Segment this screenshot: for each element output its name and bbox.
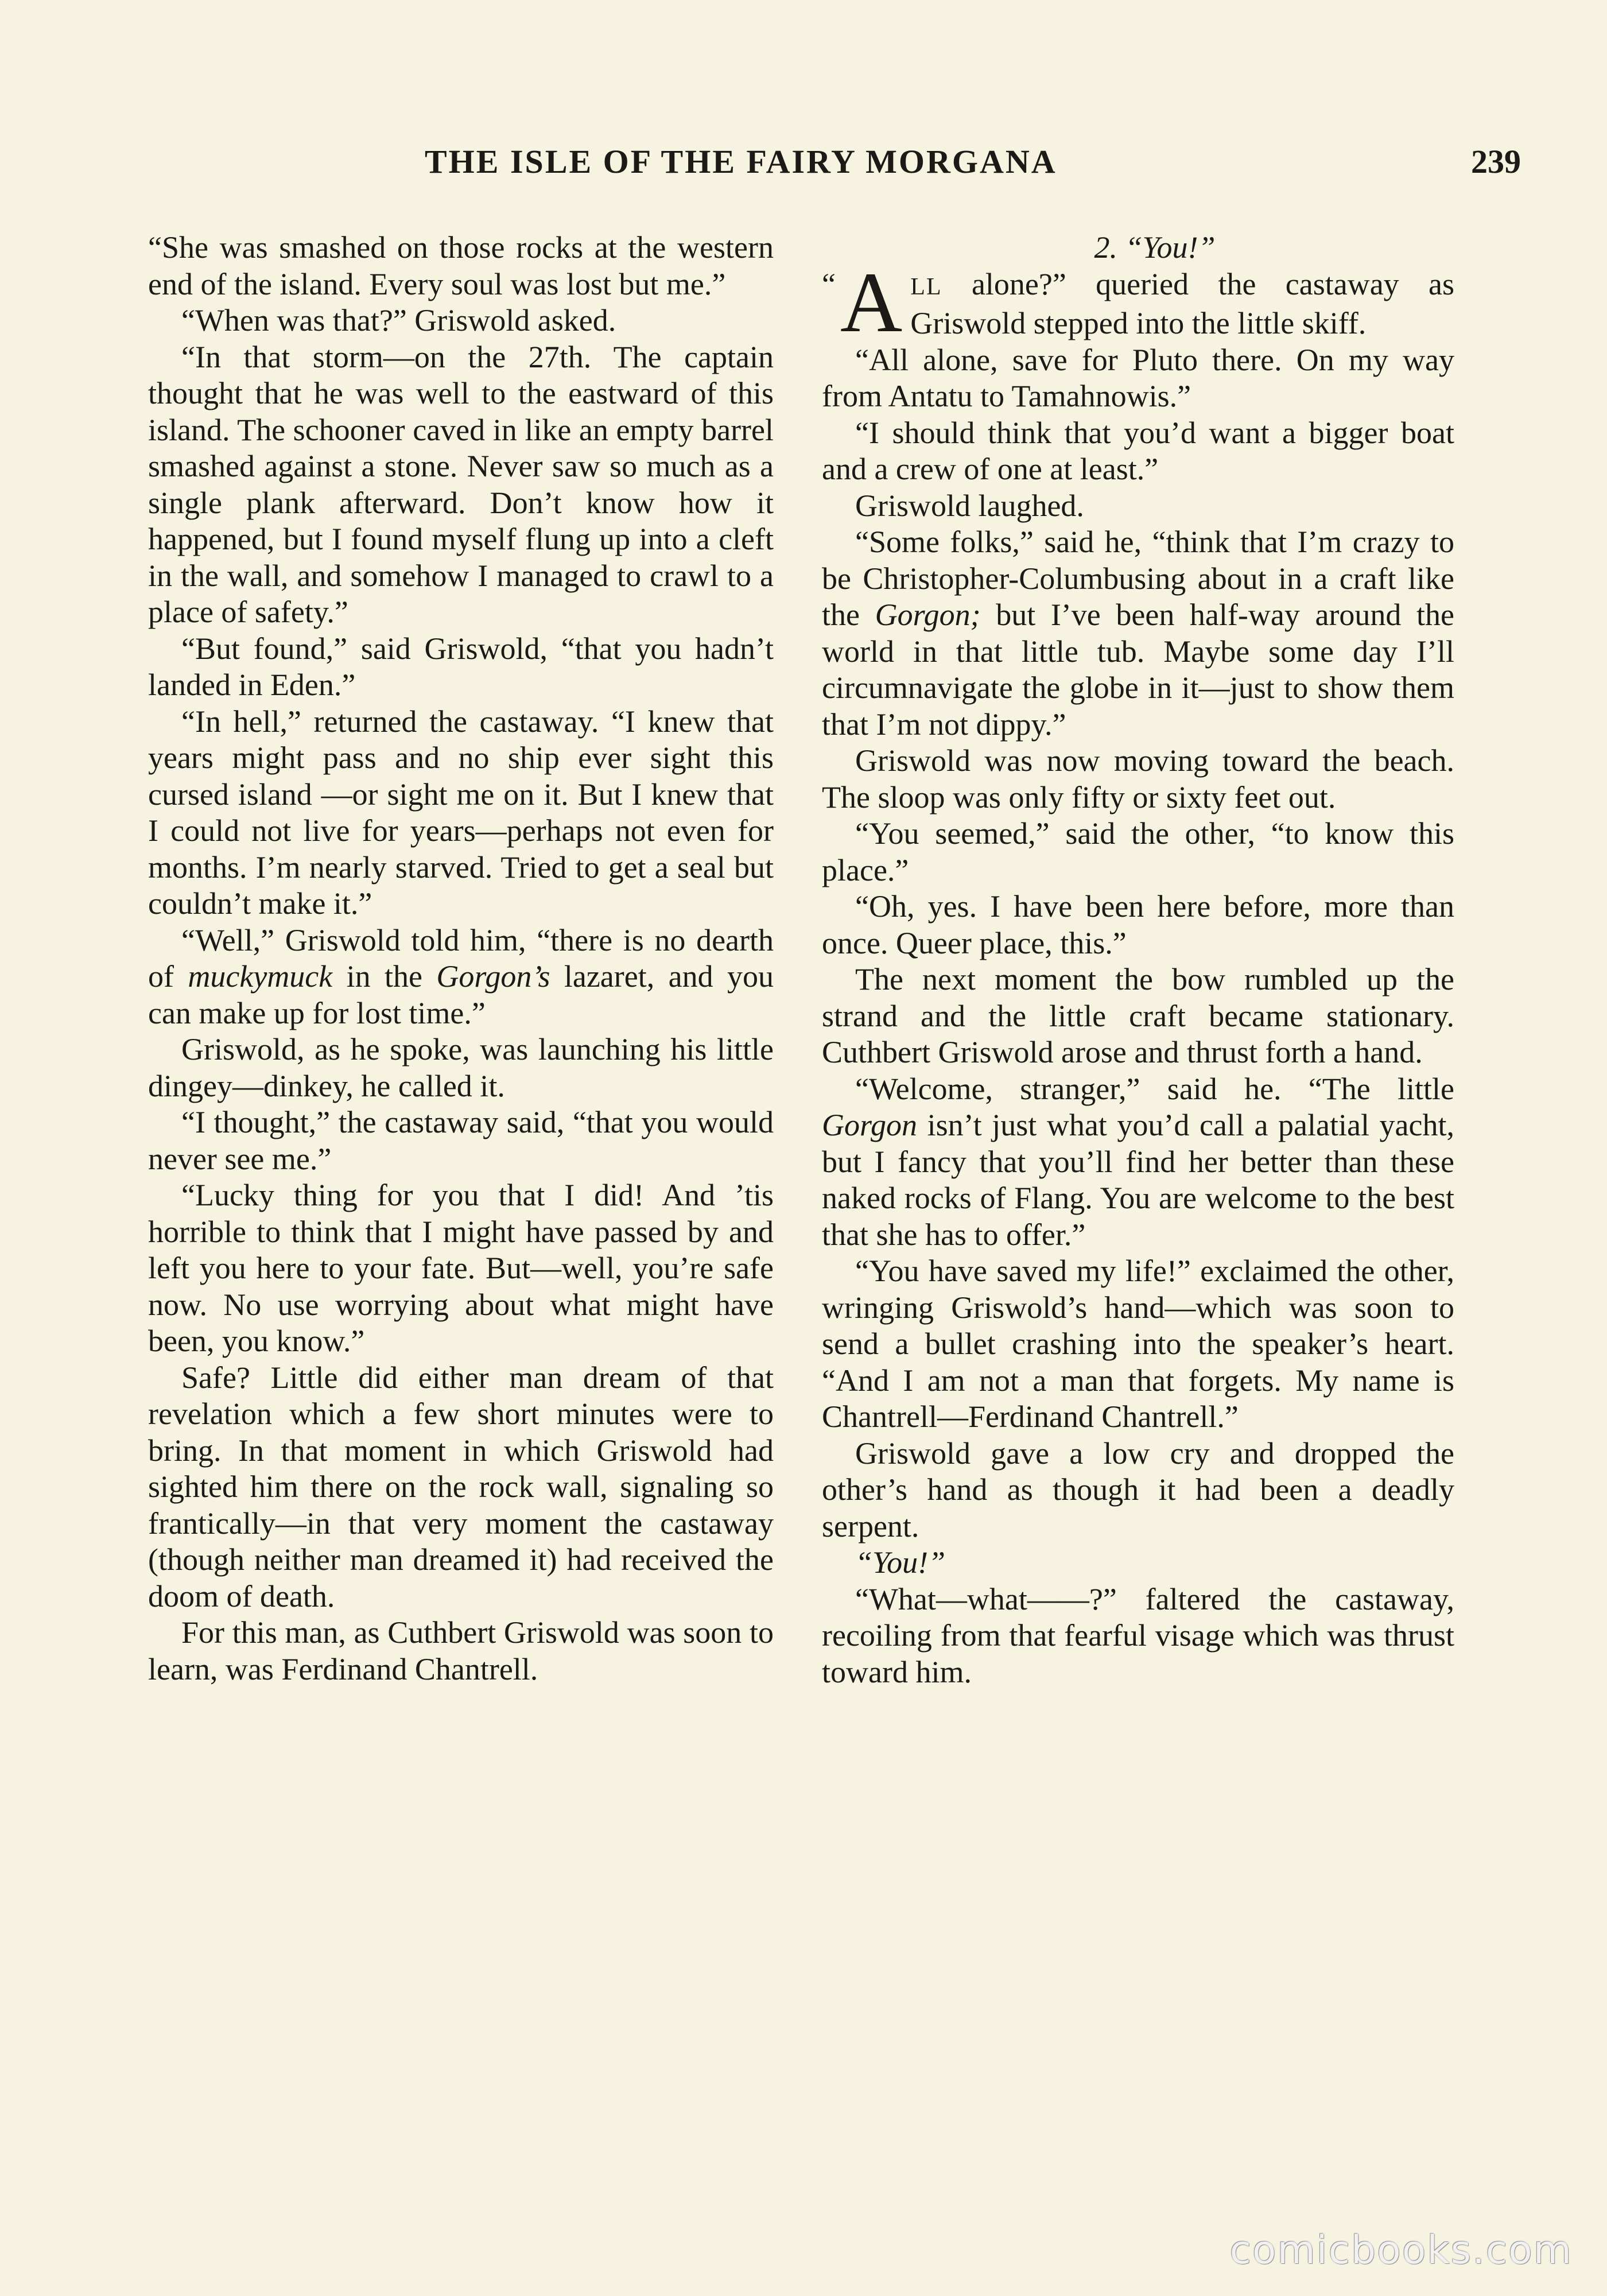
paragraph: Safe? Little did either man dream of that revelation which a few short minutes were to bring. In that moment in which Griswold had sighted him there on the rock wall, signaling so frantically—in that very moment the castaway (though neither man dreamed it) had received the doom of death.	[148, 1360, 774, 1614]
paragraph: Griswold was now moving toward the beach. The sloop was only fifty or sixty feet out.	[822, 743, 1454, 815]
italic-word: muckymuck	[188, 959, 333, 994]
ship-name: Gorgon;	[875, 598, 981, 632]
left-column	[148, 230, 774, 1688]
paragraph	[148, 922, 774, 1032]
paragraph: “I should think that you’d want a bigger boat and a crew of one at least.”	[822, 415, 1454, 486]
paragraph: “You seemed,” said the other, “to know this place.”	[822, 816, 1454, 887]
text-run: “Well,” Griswold told him, “there is no dearth of	[148, 922, 774, 994]
page-header	[425, 142, 1521, 183]
smallcaps-text: LL	[910, 273, 942, 300]
page-number: 239	[1471, 143, 1521, 180]
paragraph	[822, 1071, 1454, 1254]
paragraph: “In that storm—on the 27th. The captain thought that he was well to the eastward of this island. The schooner caved in like an empty barrel smashed against a stone. Never saw so much as a single plank afterward. Don’t know how it happened, but I found myself flung up into a cleft in the wall, and somehow I managed to crawl to a place of safety.”	[148, 339, 774, 629]
dropcap-open-quote: “	[822, 266, 836, 301]
paragraph: “But found,” said Griswold, “that you hadn’t landed in Eden.”	[148, 631, 774, 702]
italic-exclamation: “You!”	[855, 1545, 946, 1580]
paragraph: Griswold laughed.	[855, 488, 1084, 523]
paragraph: “Oh, yes. I have been here before, more than once. Queer place, this.”	[822, 889, 1454, 960]
paragraph: For this man, as Cuthbert Griswold was soon to learn, was Ferdinand Chantrell.	[148, 1615, 774, 1686]
ship-name: Gorgon	[822, 1108, 918, 1142]
watermark-logo: comicbooks.com	[1229, 2228, 1573, 2273]
paragraph: “What—what——?” faltered the castaway, recoiling from that fearful visage which was thrust toward him.	[822, 1581, 1454, 1689]
paragraph: “All alone, save for Pluto there. On my way from Antatu to Tamahnowis.”	[822, 342, 1454, 413]
paragraph: “Lucky thing for you that I did! And ’tis horrible to think that I might have passed by and left you here to your fate. But—well, you’re safe now. No use worrying about what might have been, you know.”	[148, 1178, 774, 1358]
text-run: alone?” queried the castaway as Griswold stepped into the little skiff.	[910, 266, 1454, 340]
paragraph: “When was that?” Griswold asked.	[181, 303, 616, 338]
dropcap-letter: A	[840, 254, 903, 350]
right-column	[822, 230, 1454, 1690]
section-heading: 2. “You!”	[1094, 230, 1216, 265]
paragraph: The next moment the bow rumbled up the strand and the little craft became stationary. Cuthbert Griswold arose and thrust forth a hand.	[822, 962, 1454, 1069]
paragraph: “In hell,” returned the castaway. “I knew that years might pass and no ship ever sight this cursed island —or sight me on it. But I knew that I could not live for years—perhaps not even for months. I’m nearly starved. Tried to get a seal but couldn’t make it.”	[148, 704, 774, 921]
text-run: “Welcome, stranger,” said he. “The little	[855, 1071, 1454, 1106]
ship-name: Gorgon’s	[436, 959, 550, 994]
text-run: “Some folks,” said he, “think that I’m crazy to be Christopher-Columbusing about in a craft like the	[822, 525, 1454, 632]
running-title: THE ISLE OF THE FAIRY MORGANA	[425, 143, 1057, 180]
paragraph: “She was smashed on those rocks at the western end of the island. Every soul was lost but me.”	[148, 230, 774, 301]
text-run: in the	[332, 959, 437, 994]
paragraph: “You have saved my life!” exclaimed the other, wringing Griswold’s hand—which was soon to send a bullet crashing into the speaker’s heart. “And I am not a man that forgets. My name is Chantrell—Ferdinand Chantrell.”	[822, 1254, 1454, 1434]
paragraph	[822, 524, 1454, 743]
paragraph: Griswold gave a low cry and dropped the other’s hand as though it had been a deadly serpent.	[822, 1436, 1454, 1543]
text-run: but I’ve been half-way around the world in that little tub. Maybe some day I’ll circumnavigate the globe in it—just to show them that I’m not dippy.”	[822, 598, 1454, 742]
dropcap-paragraph	[822, 254, 1454, 350]
paragraph: Griswold, as he spoke, was launching his little dingey—dinkey, he called it.	[148, 1032, 774, 1103]
text-run: isn’t just what you’d call a palatial yacht, but I fancy that you’ll find her better than these naked rocks of Flang. You are welcome to the best that she has to offer.”	[822, 1108, 1454, 1252]
paragraph: “I thought,” the castaway said, “that you would never see me.”	[148, 1105, 774, 1176]
text-run: lazaret, and you can make up for lost time.”	[148, 959, 774, 1030]
